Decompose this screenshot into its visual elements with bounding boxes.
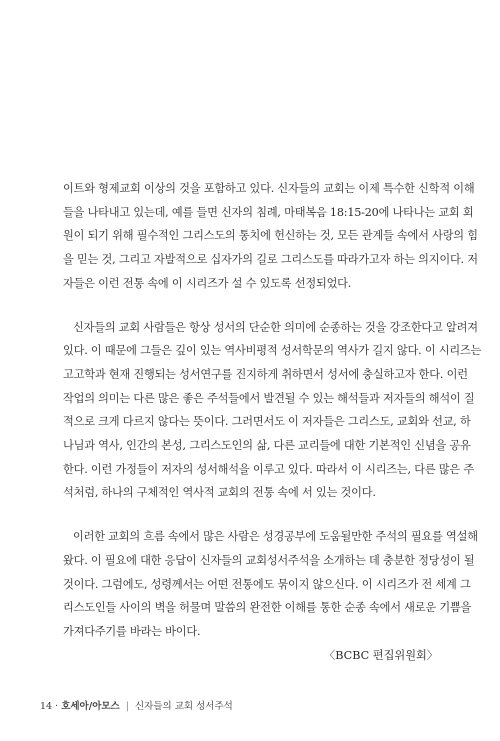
text-line: 들을 나타내고 있는데, 예를 들면 신자의 침례, 마태복음 18:15-20에 나타나는 교회 회 <box>63 205 474 219</box>
text-line: 것이다. 그럼에도, 성령께서는 어떤 전통에도 묶이지 않으신다. 이 시리즈가 전 세계 그 <box>63 577 471 591</box>
text-line: 적으로 크게 다르지 않다는 뜻이다. 그러면서도 이 저자들은 그리스도, 교회와 선교, 하 <box>63 415 471 429</box>
text-line: 가져다주기를 바라는 바이다. <box>63 624 201 638</box>
series-title: 신자들의 교회 성서주석 <box>135 701 233 712</box>
paragraph-3 <box>63 525 478 644</box>
text-line: 이트와 형제교회 이상의 것을 포함하고 있다. 신자들의 교회는 이제 특수한 신학적 이해 <box>63 182 475 195</box>
text-line: 고고학과 현재 진행되는 성서연구를 진지하게 취하면서 성서에 충실하고자 한다. 이런 <box>63 367 468 381</box>
text-line: 이러한 교회의 흐름 속에서 많은 사람은 성경공부에 도움될만한 주석의 필요를 역설해 <box>73 530 478 544</box>
text-line: 리스도인들 사이의 벽을 허물며 말씀의 완전한 이해를 통한 순종 속에서 새로운 기쁨을 <box>63 601 472 615</box>
text-line: 을 믿는 것, 그리고 자발적으로 십자가의 길로 그리스도를 따라가고자 하는 의지이다. 저 <box>63 253 478 267</box>
body-text <box>63 177 482 667</box>
text-line: 한다. 이런 가정들이 저자의 성서해석을 이루고 있다. 따라서 이 시리즈는, 다른 많은 주 <box>63 462 474 476</box>
text-line: 작업의 의미는 다른 많은 좋은 주석들에서 발견될 수 있는 해석들과 저자들의 해석이 질 <box>63 391 475 405</box>
text-line: 석처럼, 하나의 구체적인 역사적 교회의 전통 속에 서 있는 것이다. <box>63 486 376 500</box>
text-line: 나님과 역사, 인간의 본성, 그리스도인의 삶, 다른 교리들에 대한 기본적인 신념을 공유 <box>63 439 471 453</box>
page-number: 14 <box>40 701 53 712</box>
page-footer <box>40 698 233 712</box>
separator-dot: · <box>55 701 59 712</box>
text-line: 왔다. 이 필요에 대한 응답이 신자들의 교회성서주석을 소개하는 데 충분한 정당성이 될 <box>63 553 475 567</box>
paragraph-1 <box>63 177 478 296</box>
book-title: 호세아/아모스 <box>61 701 120 712</box>
text-line: 신자들의 교회 사람들은 항상 성서의 단순한 의미에 순종하는 것을 강조한다고 알려져 <box>73 320 478 334</box>
text-line: 있다. 이 때문에 그들은 깊이 있는 역사비평적 성서학문의 역사가 길지 않다. 이 시리즈는 <box>63 344 482 358</box>
signature: 〈BCBC 편집위원회〉 <box>324 648 438 662</box>
divider: | <box>125 701 129 712</box>
text-line: 원이 되기 위해 필수적인 그리스도의 통치에 헌신하는 것, 모든 관계들 속에서 사랑의 힘 <box>63 229 478 243</box>
text-line: 자들은 이런 전통 속에 이 시리즈가 설 수 있도록 선정되었다. <box>63 276 352 290</box>
paragraph-2 <box>63 316 482 506</box>
